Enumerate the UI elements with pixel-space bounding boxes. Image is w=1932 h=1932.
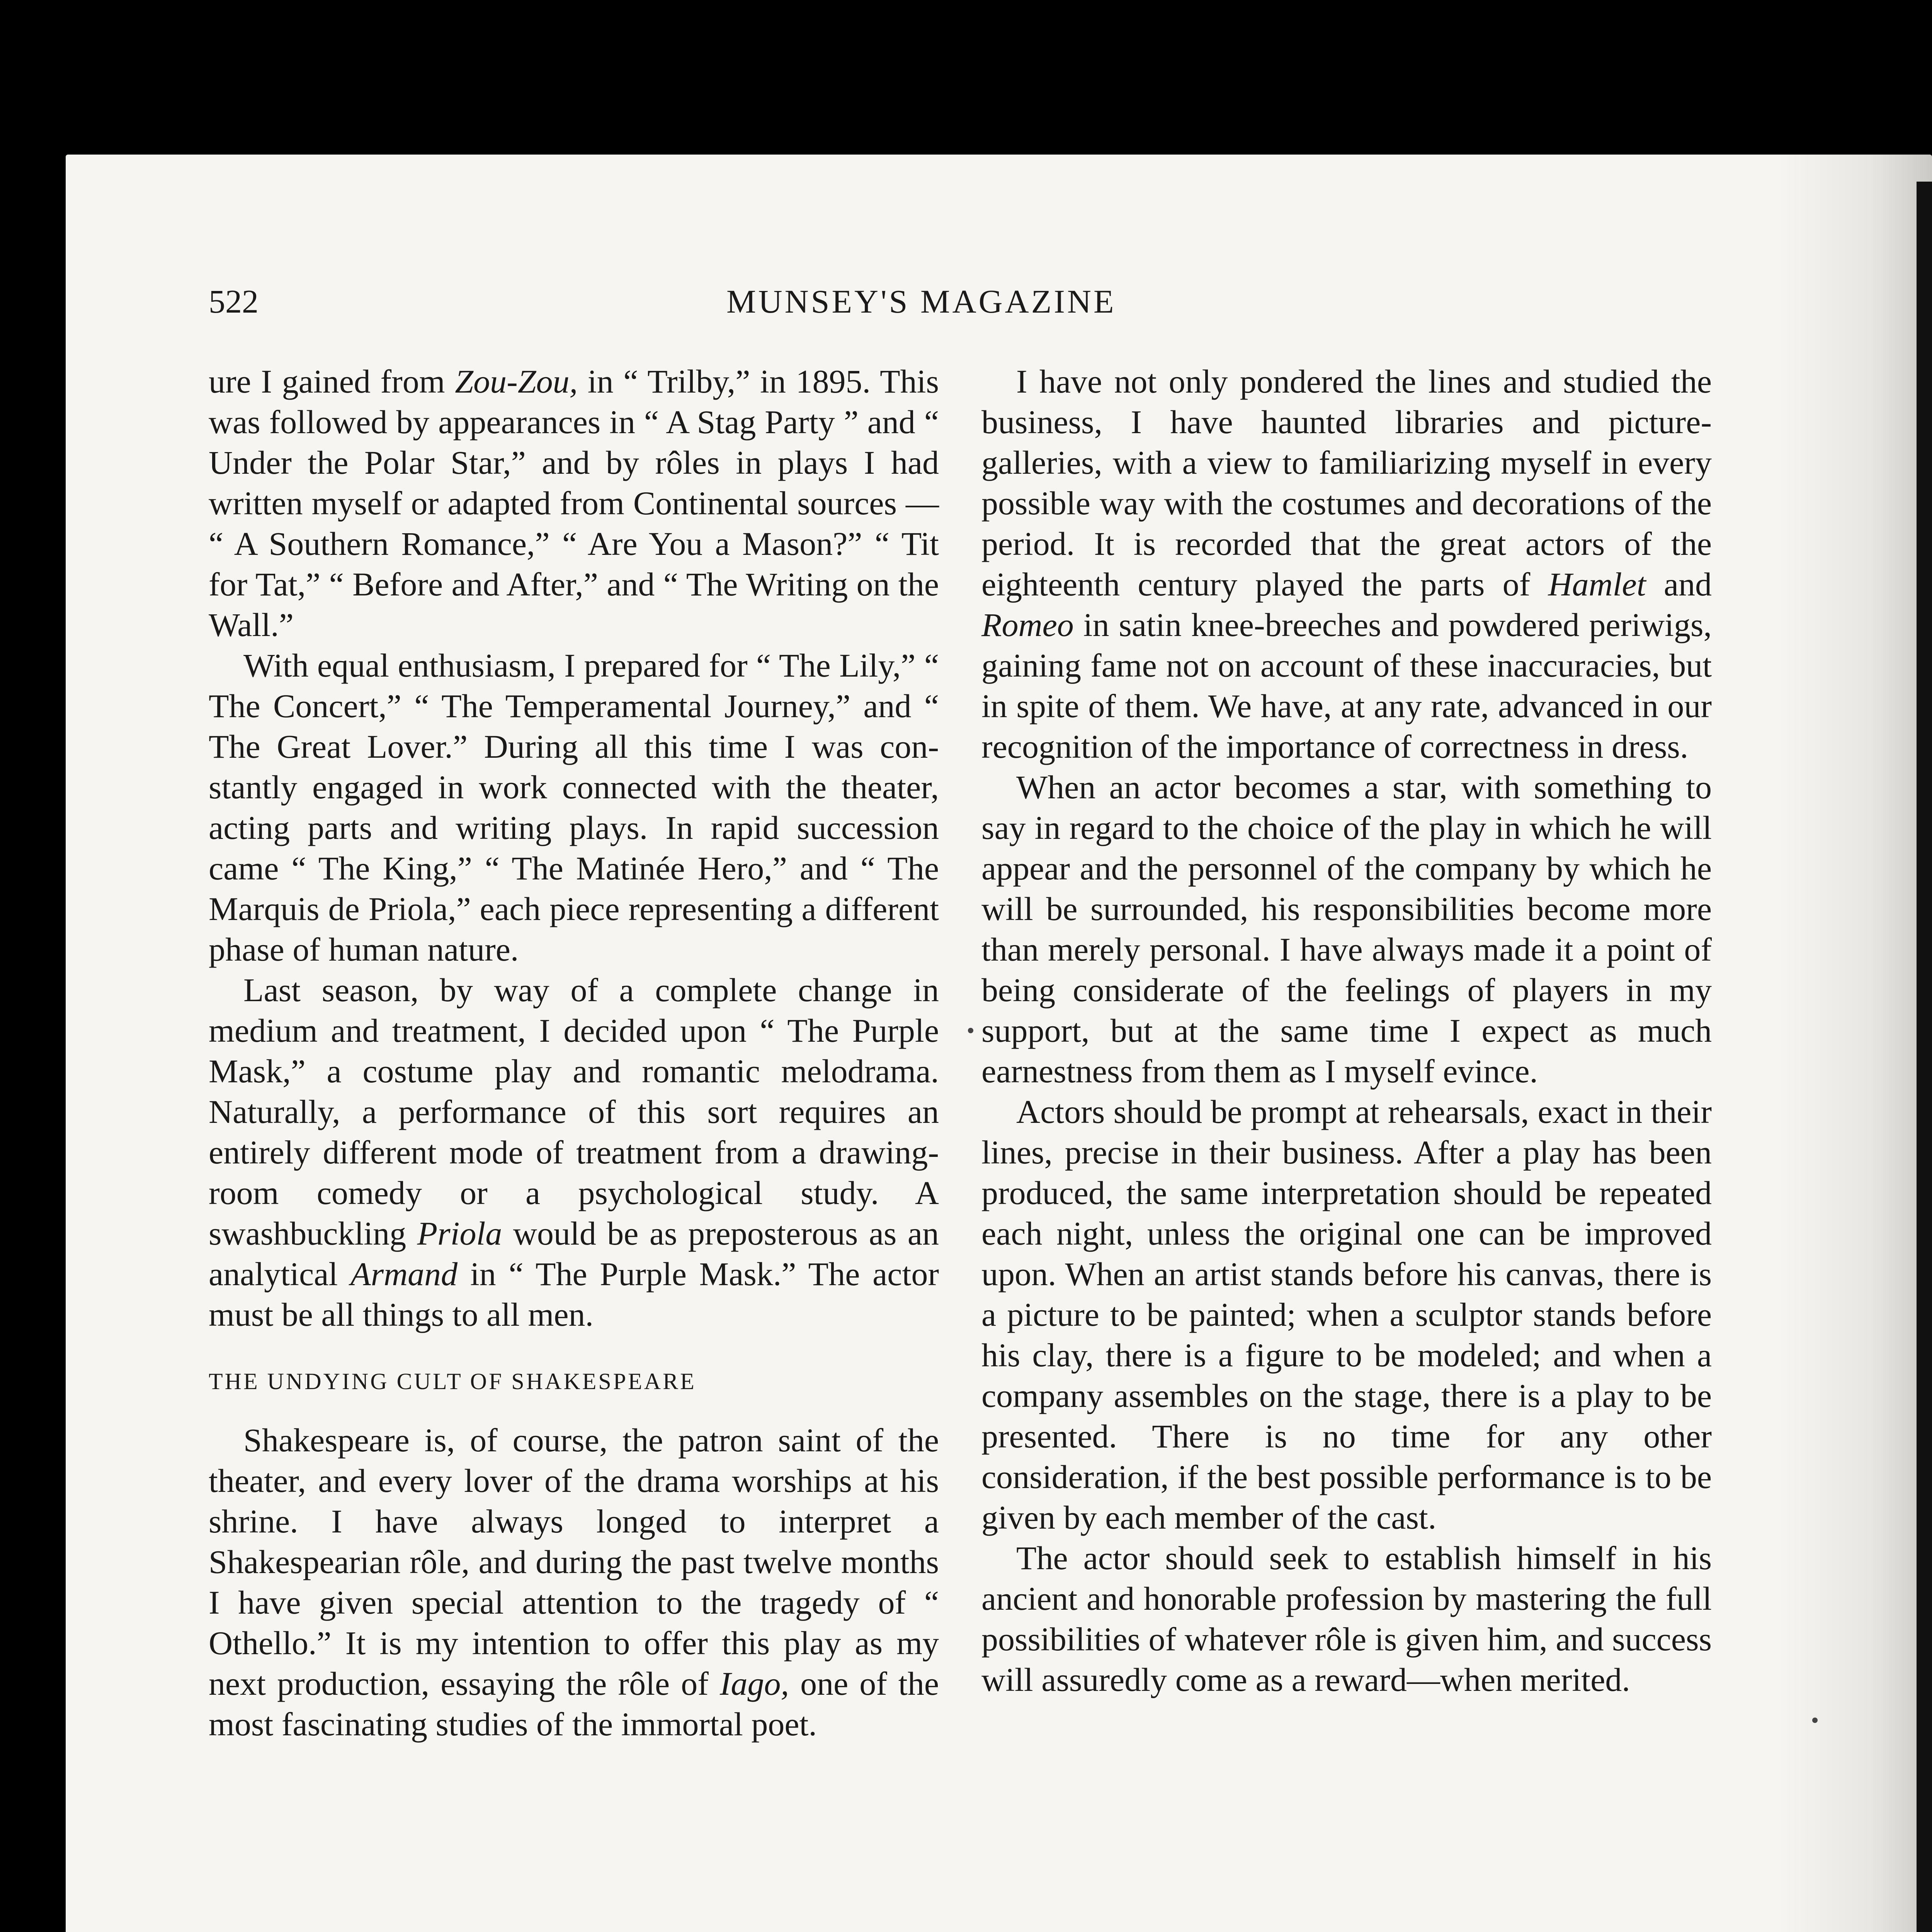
italic-text: Zou-Zou, — [455, 363, 578, 400]
text-run: When an actor becomes a star, with something to say in regard to the choice of the play in which he will appear and the personnel of the company by which he will be surrounded, his responsibilities become more than merely personal. I have always made it a point of being considerate of the feelings of players in my support, but at the same time I expect as much earnestness from them as I myself evince. — [981, 769, 1712, 1090]
text-run: in satin knee-breeches and powdered periwigs, gaining fame not on account of these inaccuracies, but in spite of them. We have, at any rate, advanced in our recognition of the importance of correctness in dress. — [981, 606, 1712, 765]
paragraph — [209, 970, 939, 1335]
dust-speck — [1812, 1718, 1818, 1723]
dust-speck — [968, 1028, 973, 1033]
gutter-shadow — [1777, 155, 1932, 1932]
paragraph — [209, 645, 939, 970]
text-run: The actor should seek to establish himself in his ancient and honorable profession by mastering the full possibilities of whatever rôle is given him, and success will assuredly come as a reward—when merited. — [981, 1539, 1712, 1698]
page-header — [209, 278, 1716, 325]
text-run: in “ Trilby,” in 1895. This was followed by appearances in “ A Stag Party ” and “ Under the Polar Star,” and by rôles in plays I had written myself or adapted from Continental sources — “ A Southern Romance,” “ Are You a Mason?” “ Tit for Tat,” “ Before and After,” and “ The Writing on the Wall.” — [209, 363, 939, 643]
italic-text: Priola — [417, 1215, 502, 1252]
italic-text: Iago, — [719, 1665, 789, 1702]
page-number: 522 — [209, 283, 259, 320]
paragraph — [981, 1092, 1712, 1538]
running-title: MUNSEY'S MAGAZINE — [726, 283, 1116, 320]
text-run: in “ The Purple Mask.” The actor must be all things to all men. — [209, 1255, 939, 1333]
text-run: Last season, by way of a complete change in medium and treatment, I decided upon “ The Purple Mask,” a costume play and romantic melodrama. Naturally, a performance of this sort requires an entirely different mode of treatment from a drawing-room comedy or a psychological study. A swashbuckling — [209, 971, 939, 1252]
paragraph — [209, 361, 939, 645]
text-run: ure I gained from — [209, 363, 455, 400]
text-run: Actors should be prompt at rehearsals, exact in their lines, precise in their business. After a play has been produced, the same interpretation should be repeated each night, unless the original one can be improved upon. When an artist stands before his canvas, there is a picture to be painted; when a sculptor stands before his clay, there is a figure to be modeled; and when a company assembles on the stage, there is a play to be presented. There is no time for any other consideration, if the best possible performance is to be given by each member of the cast. — [981, 1093, 1712, 1536]
text-run: Shakespeare is, of course, the patron saint of the theater, and every lover of the drama worships at his shrine. I have always longed to interpret a Shakespearian rôle, and during the past twelve months I have given special attention to the tragedy of “ Othello.” It is my intention to offer this play as my next production, essaying the rôle of — [209, 1422, 939, 1702]
italic-text: Hamlet — [1548, 566, 1646, 603]
text-run: and — [1646, 566, 1712, 603]
next-page-edge — [1917, 182, 1932, 1932]
text-run: I have not only pondered the lines and studied the business, I have haunted libraries and picture-galleries, with a view to familiarizing myself in every possible way with the costumes and decorations of the period. It is recorded that the great actors of the eighteenth century played the parts of — [981, 363, 1712, 603]
italic-text: Romeo — [981, 606, 1074, 643]
right-column — [981, 361, 1712, 1700]
text-run: would be as preposterous as an analytical — [209, 1215, 939, 1293]
italic-text: Armand — [350, 1255, 458, 1293]
paragraph — [981, 1538, 1712, 1700]
paragraph — [209, 1420, 939, 1745]
section-heading: THE UNDYING CULT OF SHAKESPEARE — [209, 1369, 696, 1394]
paragraph — [981, 361, 1712, 767]
text-run: With equal enthusiasm, I prepared for “ The Lily,” “ The Concert,” “ The Temperamental Journey,” and “ The Great Lover.” During all this time I was constantly engaged in work connected with the theater, acting parts and writing plays. In rapid succession came “ The King,” “ The Matinée Hero,” and “ The Marquis de Priola,” each piece representing a different phase of human nature. — [209, 647, 939, 968]
text-run: one of the most fascinating studies of the immortal poet. — [209, 1665, 939, 1743]
paragraph — [981, 767, 1712, 1092]
left-column — [209, 361, 939, 1745]
